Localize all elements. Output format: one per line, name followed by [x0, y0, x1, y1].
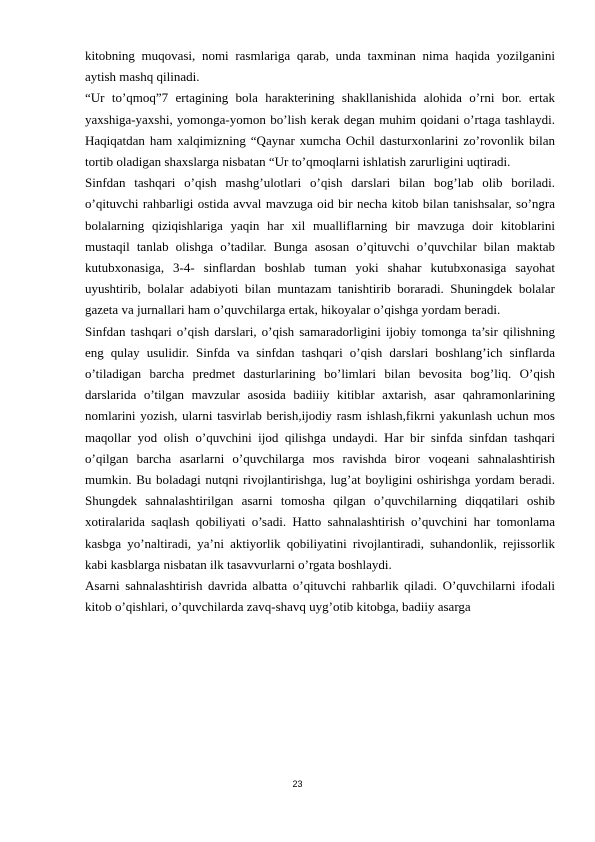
paragraph-ur-toqmoq: “Ur to’qmoq”7 ertagining bola harakterining shakllanishida alohida o’rni bor. ertak yaxshiga-yaxshi, yomonga-yomon bo’lish kerak degan muhim qoidani o’rtaga tashlaydi. Haqiqatdan ham xalqimizning “Qaynar xumcha Ochil dasturxonlarini zo’rovonlik bilan tortib oladigan shaxslarga nisbatan “Ur to’qmoqlarni ishlatish zarurligini uqtiradi.	[85, 90, 555, 170]
paragraph-reading-lessons: Sinfdan tashqari o’qish darslari, o’qish samaradorligini ijobiy tomonga ta’sir qilishning eng qulay usulidir. Sinfda va sinfdan tashqari o’qish darslari boshlang’ich sinflarda o’tiladigan barcha predmet dasturlarining bo’limlari bilan bevosita bog’liq. O’qish darslarida o’tilgan mavzular asosida badiiiy kitiblar axtarish, asar qahramonlarining nomlarini yozish, ularni tasvirlab berish,ijodiy rasm ishlash,fikrni yakunlash uchun mos maqollar yod olish o’quvchini ijod qilishga undaydi. Har bir sinfda sinfdan tashqari o’qilgan barcha asarlarni o’quvchilarga mos ravishda biror voqeani sahnalashtirish mumkin. Bu boladagi nutqni rivojlantirishga, lug’at boyligini oshirishga yordam beradi. Shungdek sahnalashtirilgan asarni tomosha qilgan o’quvchilarning diqqatilari oshib xotiralarida saqlash qobiliyati o’sadi. Hatto sahnalashtirish o’quvchini har tomonlama kasbga yo’naltiradi, ya’ni aktiyorlik qobiliyatini rivojlantiradi, suhandonlik, rejissorlik kabi kasblarga nisbatan ilk tasavvurlarni o’rgata boshlaydi.	[85, 323, 555, 572]
document-page	[85, 45, 555, 617]
paragraph-staging: Asarni sahnalashtirish davrida albatta o’qituvchi rahbarlik qiladi. O’quvchilarni ifodali kitob o’qishlari, o’quvchilarda zavq-shavq uyg’otib kitobga, badiiy asarga	[85, 578, 555, 615]
paragraph-extracurricular-reading: Sinfdan tashqari o’qish mashg’ulotlari o’qish darslari bilan bog’lab olib boriladi. o’qituvchi rahbarligi ostida avval mavzuga oid bir necha kitob bilan tanishsalar, so’ngra bolalarning qiziqishlariga yaqin har xil mualliflarning bir mavzuga doir kitoblarini mustaqil tanlab olishga o’tadilar. Bunga asosan o’qituvchi o’quvchilar bilan maktab kutubxonasiga, 3-4- sinflardan boshlab tuman yoki shahar kutubxonasiga sayohat uyushtirib, bolalar adabiyoti bilan muntazam tanishtirib boraradi. Shuningdek bolalar gazeta va jurnallari ham o’quvchilarga ertak, hikoyalar o’qishga yordam beradi.	[85, 175, 555, 318]
paragraph-intro-fragment: kitobning muqovasi, nomi rasmlariga qarab, unda taxminan nima haqida yozilganini aytish mashq qilinadi.	[85, 48, 555, 85]
page-number: 23	[292, 779, 303, 789]
